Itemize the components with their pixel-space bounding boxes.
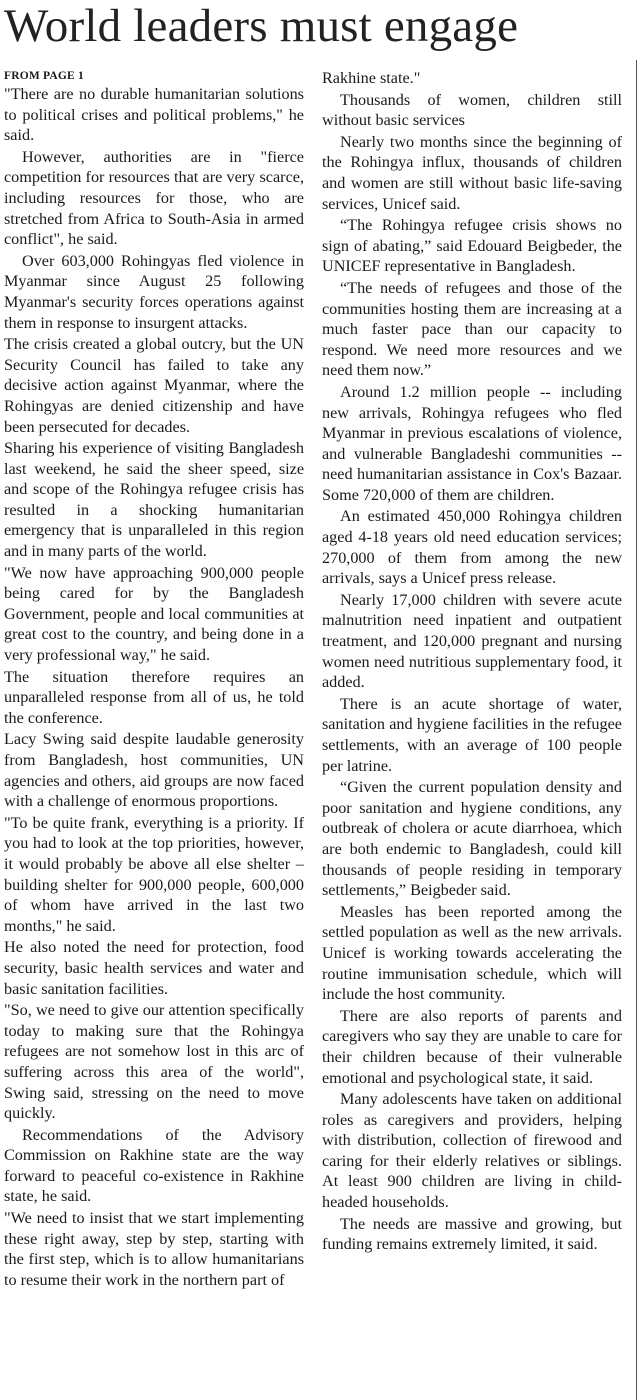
paragraph: There are also reports of parents and caregivers who say they are unable to care for their children because of their vulnerable emotional and psychological state, it said. bbox=[322, 1006, 622, 1087]
paragraph: “The Rohingya refugee crisis shows no sign of abating,” said Edouard Beigbeder, the UNICEF representative in Bangladesh. bbox=[322, 216, 622, 276]
subheading: Thousands of women, children still without basic services bbox=[322, 90, 622, 130]
paragraph: However, authorities are in "fierce competition for resources that are very scarce, including resources for those, who are stretched from Africa to South-Asia in armed conflict", he said. bbox=[4, 147, 304, 249]
paragraph: He also noted the need for protection, food security, basic health services and water and basic sanitation facilities. bbox=[4, 938, 304, 998]
paragraph: Over 603,000 Rohingyas fled violence in Myanmar since August 25 following Myanmar's security forces operations against them in response to insurgent attacks. bbox=[4, 251, 304, 332]
paragraph: Nearly 17,000 children with severe acute malnutrition need inpatient and outpatient treatment, and 120,000 pregnant and nursing women need nutritious supplementary food, it added. bbox=[322, 590, 622, 692]
paragraph: Rakhine state." bbox=[322, 69, 421, 87]
article-column-1 bbox=[4, 68, 304, 1291]
paragraph: The needs are massive and growing, but funding remains extremely limited, it said. bbox=[322, 1214, 622, 1254]
headline: World leaders must engage bbox=[4, 0, 519, 52]
paragraph: There is an acute shortage of water, sanitation and hygiene facilities in the refugee settlements, with an average of 100 people per latrine. bbox=[322, 694, 622, 775]
kicker-from-page-1: FROM PAGE 1 bbox=[4, 70, 84, 82]
paragraph: The situation therefore requires an unparalleled response from all of us, he told the conference. bbox=[4, 667, 304, 727]
paragraph: "We now have approaching 900,000 people being cared for by the Bangladesh Government, people and local communities at great cost to the country, and being done in a very professional way," he said. bbox=[4, 563, 304, 665]
paragraph: "To be quite frank, everything is a priority. If you had to look at the top priorities, however, it would probably be above all else shelter – building shelter for 900,000 people, 600,000 of whom have arrived in the last two months," he said. bbox=[4, 813, 304, 935]
article-column-2 bbox=[322, 68, 622, 1256]
paragraph: “Given the current population density and poor sanitation and hygiene conditions, any outbreak of cholera or acute diarrhoea, which are both endemic to Bangladesh, could kill thousands of people residing in temporary settlements,” Beigbeder said. bbox=[322, 778, 622, 900]
paragraph: Sharing his experience of visiting Bangladesh last weekend, he said the sheer speed, size and scope of the Rohingya refugee crisis has resulted in a shocking humanitarian emergency that is unparalleled in this region and in many parts of the world. bbox=[4, 439, 304, 561]
paragraph: An estimated 450,000 Rohingya children aged 4-18 years old need education services; 270,000 of them from among the new arrivals, says a Unicef press release. bbox=[322, 507, 622, 588]
paragraph: Lacy Swing said despite laudable generosity from Bangladesh, host communities, UN agencies and others, aid groups are now faced with a challenge of enormous proportions. bbox=[4, 730, 304, 811]
paragraph: The crisis created a global outcry, but the UN Security Council has failed to take any decisive action against Myanmar, where the Rohingyas are denied citizenship and have been persecuted for decades. bbox=[4, 335, 304, 436]
paragraph: "So, we need to give our attention specifically today to making sure that the Rohingya refugees are not somehow lost in this arc of suffering across this area of the world", Swing said, stressing on the need to move quickly. bbox=[4, 1001, 304, 1123]
paragraph: “The needs of refugees and those of the communities hosting them are increasing at a much faster pace than our capacity to respond. We need more resources and we need them now.” bbox=[322, 278, 622, 380]
paragraph: "We need to insist that we start implementing these right away, step by step, starting with the first step, which is to allow humanitarians to resume their work in the northern part of bbox=[4, 1209, 304, 1289]
paragraph: Many adolescents have taken on additional roles as caregivers and providers, helping with distribution, collection of firewood and caring for their elderly relatives or siblings. At least 900 children are living in child-headed households. bbox=[322, 1090, 622, 1212]
column-rule bbox=[636, 60, 637, 1400]
paragraph: Recommendations of the Advisory Commission on Rakhine state are the way forward to peaceful co-existence in Rakhine state, he said. bbox=[4, 1125, 304, 1206]
paragraph: Measles has been reported among the settled population as well as the new arrivals. Unicef is working towards accelerating the routine immunisation schedule, which will include the host community. bbox=[322, 902, 622, 1004]
paragraph: "There are no durable humanitarian solutions to political crises and political problems," he said. bbox=[4, 85, 304, 145]
paragraph: Around 1.2 million people -- including new arrivals, Rohingya refugees who fled Myanmar in previous escalations of violence, and vulnerable Bangladeshi communities -- need humanitarian assistance in Cox's Bazaar. Some 720,000 of them are children. bbox=[322, 382, 622, 504]
paragraph: Nearly two months since the beginning of the Rohingya influx, thousands of children and women are still without basic life-saving services, Unicef said. bbox=[322, 132, 622, 213]
